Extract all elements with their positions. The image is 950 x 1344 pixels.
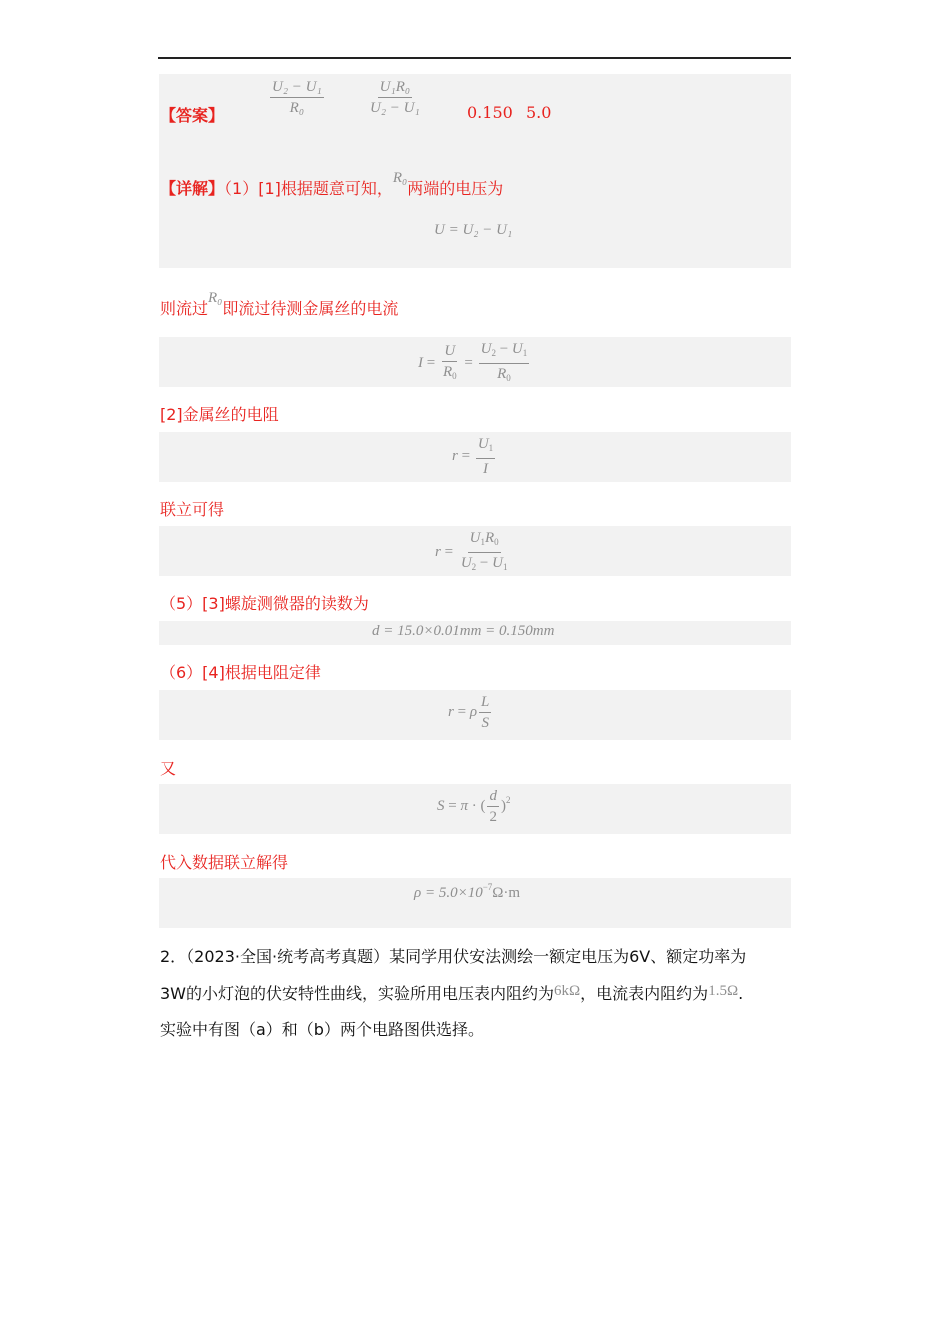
substitute-text: 代入数据联立解得: [160, 853, 289, 872]
answer-1-denominator: R₀: [289, 100, 305, 116]
equation-micrometer: d = 15.0×0.01mm = 0.150mm: [372, 623, 555, 639]
result-exponent: −7: [482, 882, 493, 892]
answer-1-numerator: U₂ − U₁: [270, 78, 324, 98]
ammeter-resistance: 1.5Ω: [708, 983, 739, 999]
equation-u: U = U₂ − U₁: [434, 222, 513, 238]
question-2-line-2-mid: ，电流表内阻约为: [580, 984, 709, 1003]
current-text-pre: 则流过: [160, 299, 209, 318]
question-2-line-2-end: .: [738, 984, 744, 1003]
header-rule: [158, 57, 791, 59]
detail-line: [160, 170, 504, 199]
question-2-line-3: 实验中有图（a）和（b）两个电路图供选择。: [160, 1020, 484, 1039]
answer-2-denominator: U₂ − U₁: [370, 100, 420, 116]
detail-intro-pre: （1）[1]根据题意可知，: [224, 179, 393, 198]
answer-3-value: 0.150: [467, 103, 513, 122]
equation-resistance: r = $\frac{U_1}{I}$: [452, 436, 494, 477]
current-text-post: 即流过待测金属丝的电流: [222, 299, 399, 318]
micrometer-text: （5）[3]螺旋测微器的读数为: [160, 594, 369, 613]
equation-combined: r = $\frac{U_1R_0}{U_2 - U_1}$: [435, 530, 508, 572]
current-line: [160, 290, 399, 319]
current-r0-symbol: R₀: [208, 290, 223, 306]
result-unit: Ω·m: [492, 885, 521, 901]
question-2-line-1: 2．（2023·全国·统考高考真题）某同学用伏安法测绘一额定电压为6V、额定功率为: [160, 947, 747, 966]
answer-2-numerator: U₁R₀: [378, 78, 412, 98]
law-text: （6）[4]根据电阻定律: [160, 663, 321, 682]
question-2-line-2-pre: 3W的小灯泡的伏安特性曲线，实验所用电压表内阻约为: [160, 984, 555, 1003]
answer-1-fraction: [268, 78, 326, 117]
answer-label: 【答案】: [160, 106, 225, 125]
equation-area: S = π · ( $\frac{d}{2}$ )$^2$: [437, 788, 511, 825]
result-base: ρ = 5.0×10: [414, 885, 483, 901]
answer-4-value: 5.0: [526, 103, 552, 122]
detail-intro-post: 两端的电压为: [407, 179, 504, 198]
equation-resistivity-law: r = ρ $\frac{L}{S}$: [448, 694, 490, 731]
also-text: 又: [160, 759, 177, 778]
equation-result: [414, 882, 520, 902]
answer-2-fraction: [366, 78, 424, 117]
combine-text: 联立可得: [160, 500, 225, 519]
resistance-text: [2]金属丝的电阻: [160, 405, 279, 424]
voltmeter-resistance: 6kΩ: [554, 983, 581, 999]
equation-current: I = $\frac{U}{R_0}$ = $\frac{U_2 - U_1}{R_0}$: [418, 341, 528, 383]
detail-label: 【详解】: [160, 179, 225, 198]
question-2-line-2: [160, 981, 743, 1004]
detail-r0-symbol: R₀: [392, 170, 408, 186]
